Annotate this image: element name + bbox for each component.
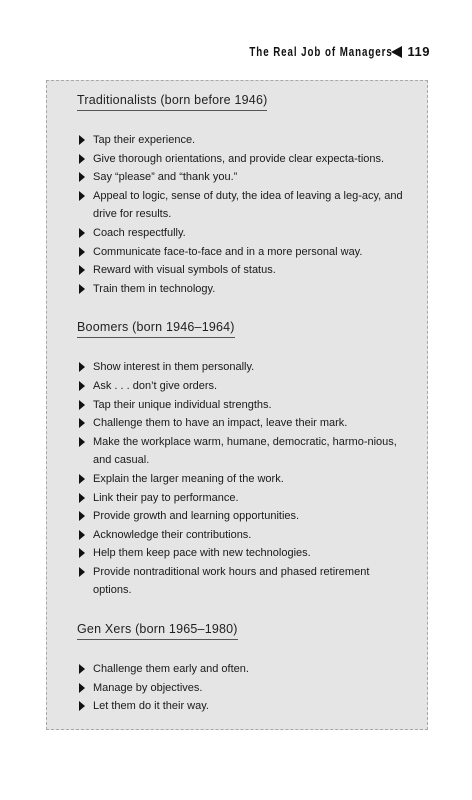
list-item: Challenge them early and often. bbox=[77, 660, 403, 679]
list-item: Train them in technology. bbox=[77, 280, 403, 299]
section-heading: Boomers (born 1946–1964) bbox=[77, 320, 235, 338]
right-triangle-bullet-icon bbox=[79, 511, 85, 521]
right-triangle-bullet-icon bbox=[79, 437, 85, 447]
list-item: Tap their experience. bbox=[77, 131, 403, 150]
right-triangle-bullet-icon bbox=[79, 154, 85, 164]
section-heading: Traditionalists (born before 1946) bbox=[77, 93, 267, 111]
right-triangle-bullet-icon bbox=[79, 247, 85, 257]
list-item: Let them do it their way. bbox=[77, 697, 403, 716]
running-head bbox=[209, 44, 430, 59]
right-triangle-bullet-icon bbox=[79, 362, 85, 372]
bullet-list bbox=[77, 660, 403, 716]
list-item: Provide growth and learning opportunities. bbox=[77, 507, 403, 526]
list-item: Manage by objectives. bbox=[77, 679, 403, 698]
list-item: Communicate face-to-face and in a more personal way. bbox=[77, 243, 403, 262]
right-triangle-bullet-icon bbox=[79, 381, 85, 391]
right-triangle-bullet-icon bbox=[79, 567, 85, 577]
list-item: Provide nontraditional work hours and phased retirement options. bbox=[77, 563, 403, 600]
right-triangle-bullet-icon bbox=[79, 474, 85, 484]
list-item: Tap their unique individual strengths. bbox=[77, 396, 403, 415]
right-triangle-bullet-icon bbox=[79, 664, 85, 674]
list-item: Link their pay to performance. bbox=[77, 489, 403, 508]
right-triangle-bullet-icon bbox=[79, 548, 85, 558]
bullet-list bbox=[77, 131, 403, 298]
right-triangle-bullet-icon bbox=[79, 265, 85, 275]
right-triangle-bullet-icon bbox=[79, 172, 85, 182]
right-triangle-bullet-icon bbox=[79, 493, 85, 503]
list-item: Say “please” and “thank you.” bbox=[77, 168, 403, 187]
right-triangle-bullet-icon bbox=[79, 418, 85, 428]
section-heading: Gen Xers (born 1965–1980) bbox=[77, 622, 238, 640]
list-item: Help them keep pace with new technologies. bbox=[77, 544, 403, 563]
list-item: Show interest in them personally. bbox=[77, 358, 403, 377]
list-item: Coach respectfully. bbox=[77, 224, 403, 243]
list-item: Explain the larger meaning of the work. bbox=[77, 470, 403, 489]
section-gen-xers bbox=[77, 620, 403, 716]
right-triangle-bullet-icon bbox=[79, 701, 85, 711]
section-traditionalists bbox=[77, 91, 403, 298]
list-item: Challenge them to have an impact, leave their mark. bbox=[77, 414, 403, 433]
section-boomers bbox=[77, 318, 403, 600]
running-title: The Real Job of Managers bbox=[249, 44, 393, 59]
list-item: Appeal to logic, sense of duty, the idea of leaving a leg-acy, and drive for results. bbox=[77, 187, 403, 224]
right-triangle-bullet-icon bbox=[79, 683, 85, 693]
right-triangle-bullet-icon bbox=[79, 400, 85, 410]
right-triangle-bullet-icon bbox=[79, 135, 85, 145]
list-item: Give thorough orientations, and provide clear expecta-tions. bbox=[77, 150, 403, 169]
right-triangle-bullet-icon bbox=[79, 191, 85, 201]
list-item: Ask . . . don’t give orders. bbox=[77, 377, 403, 396]
list-item: Acknowledge their contributions. bbox=[77, 526, 403, 545]
list-item: Make the workplace warm, humane, democratic, harmo-nious, and casual. bbox=[77, 433, 403, 470]
right-triangle-bullet-icon bbox=[79, 228, 85, 238]
list-item: Reward with visual symbols of status. bbox=[77, 261, 403, 280]
sidebar-box bbox=[46, 80, 428, 730]
right-triangle-bullet-icon bbox=[79, 530, 85, 540]
bullet-list bbox=[77, 358, 403, 600]
right-triangle-bullet-icon bbox=[79, 284, 85, 294]
page-number: 119 bbox=[407, 44, 430, 59]
